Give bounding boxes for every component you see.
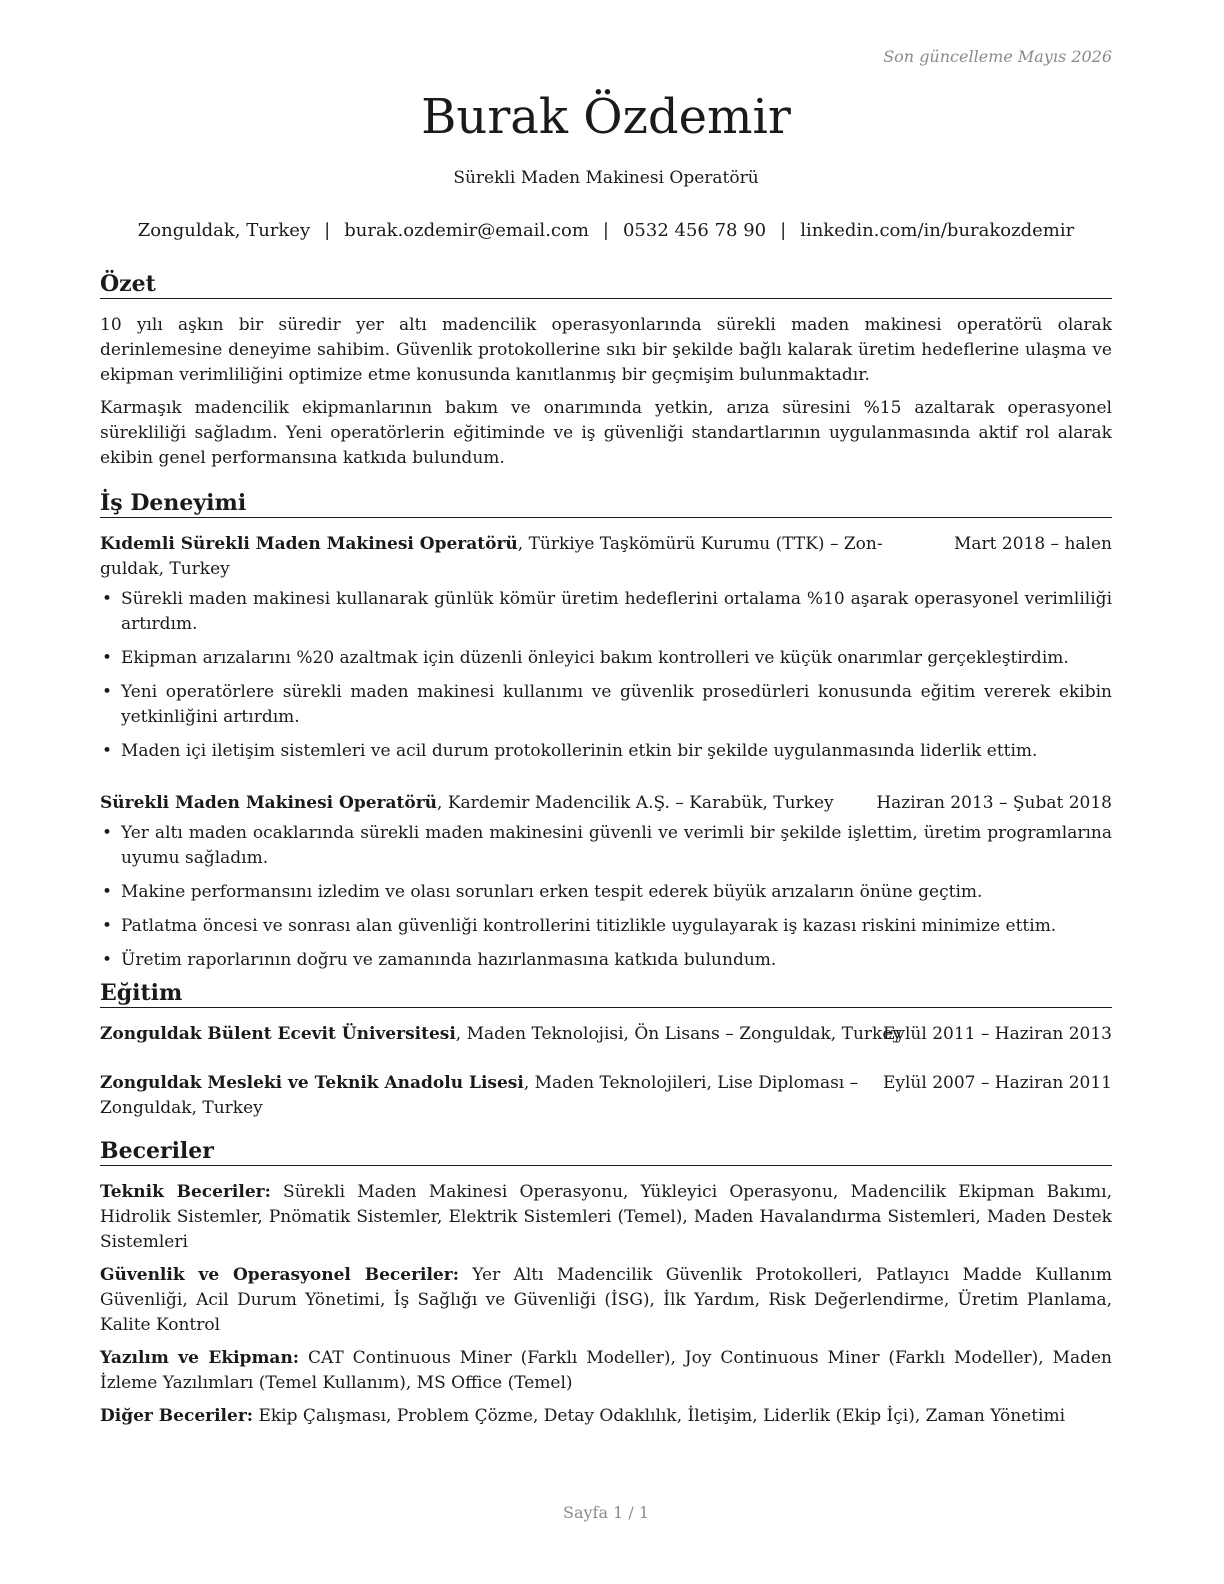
job-header: [100, 532, 1112, 582]
last-updated: Son güncelleme Mayıs 2026: [883, 47, 1112, 66]
skill-label: Diğer Beceriler:: [100, 1406, 254, 1426]
summary-paragraph-1: 10 yılı aşkın bir süredir yer altı madencilik operasyonlarında sürekli maden makinesi operatörü olarak derinlemesine deneyime sahibim. Güvenlik protokollerine sıkı bir şekilde bağlı kalarak üretim hedeflerine ulaşma ve ekipman verimliliğini optimize etme konusunda kanıtlanmış bir geçmişim bulunmaktadır.: [100, 315, 1112, 385]
contact-line: [100, 218, 1112, 243]
skill-text: Sürekli Maden Makinesi Operasyonu, Yükleyici Operasyonu, Madencilik Ekipman Bakımı, Hidrolik Sistemler, Pnömatik Sistemler, Elektrik Sistemleri (Temel), Maden Havalandırma Sistemleri, Maden Destek Sistemleri: [100, 1182, 1112, 1252]
skill-text: Ekip Çalışması, Problem Çözme, Detay Odaklılık, İletişim, Liderlik (Ekip İçi), Zaman Yönetimi: [253, 1406, 1066, 1426]
job-bullets: [100, 587, 1112, 764]
list-item: • Yeni operatörlere sürekli maden makinesi kullanımı ve güvenlik prosedürleri konusunda eğitim vererek ekibin yetkinliğini artırdım.: [100, 680, 1112, 730]
education-detail-cont: Zonguldak, Turkey: [100, 1098, 263, 1118]
skill-group: [100, 1404, 1112, 1429]
job-dates: Mart 2018 – halen: [953, 534, 1112, 554]
contact-phone[interactable]: 0532 456 78 90: [622, 220, 767, 241]
candidate-name: Burak Özdemir: [421, 89, 791, 145]
list-item: • Patlatma öncesi ve sonrası alan güvenliği kontrollerini titizlikle uygulayarak iş kazası riskini minimize ettim.: [100, 914, 1112, 939]
job-organization: , Kardemir Madencilik A.Ş. – Karabük, Turkey: [437, 793, 834, 813]
skill-label: Güvenlik ve Operasyonel Beceriler:: [100, 1265, 459, 1285]
summary-paragraph-2: Karmaşık madencilik ekipmanlarının bakım ve onarımında yetkin, arıza süresini %15 azaltarak operasyonel sürekliliği sağladım. Yeni operatörlerin eğitiminde ve iş güvenliği standartlarının uygulanmasında aktif rol alarak ekibin genel performansına katkıda bulundum.: [100, 398, 1112, 468]
skill-group: [100, 1180, 1112, 1255]
contact-separator: |: [324, 220, 331, 241]
job-position: Sürekli Maden Makinesi Operatörü: [100, 793, 438, 813]
job-organization-cont: guldak, Turkey: [100, 559, 230, 579]
skill-label: Teknik Beceriler:: [100, 1182, 271, 1202]
section-title-experience: İş Deneyimi: [100, 489, 1112, 518]
list-item: • Maden içi iletişim sistemleri ve acil durum protokollerinin etkin bir şekilde uygulanmasında liderlik ettim.: [100, 739, 1112, 764]
job-entry: [100, 791, 1112, 973]
list-item: • Makine performansını izledim ve olası sorunları erken tespit ederek büyük arızaların önüne geçtim.: [100, 880, 1112, 905]
candidate-role: Sürekli Maden Makinesi Operatörü: [453, 168, 759, 188]
education-dates: Eylül 2011 – Haziran 2013: [882, 1024, 1112, 1044]
skill-group: [100, 1263, 1112, 1338]
education-detail: , Maden Teknolojileri, Lise Diploması –: [523, 1073, 859, 1093]
education-school: Zonguldak Mesleki ve Teknik Anadolu Lisesi: [100, 1073, 524, 1093]
job-entry: [100, 532, 1112, 764]
education-entry: [100, 1022, 1112, 1047]
contact-linkedin[interactable]: linkedin.com/in/burakozdemir: [800, 220, 1075, 241]
section-title-summary: Özet: [100, 270, 1112, 299]
job-position: Kıdemli Sürekli Maden Makinesi Operatörü: [100, 534, 518, 554]
list-item: • Yer altı maden ocaklarında sürekli maden makinesini güvenli ve verimli bir şekilde işlettim, üretim programlarına uyumu sağladım.: [100, 821, 1112, 871]
list-item: • Üretim raporlarının doğru ve zamanında hazırlanmasına katkıda bulundum.: [100, 948, 1112, 973]
job-organization: , Türkiye Taşkömürü Kurumu (TTK) – Zon-: [517, 534, 883, 554]
contact-location: Zonguldak, Turkey: [137, 220, 311, 241]
skill-text: Yer Altı Madencilik Güvenlik Protokolleri, Patlayıcı Madde Kullanım Güvenliği, Acil Durum Yönetimi, İş Sağlığı ve Güvenliği (İSG), İlk Yardım, Risk Değerlendirme, Üretim Planlama, Kalite Kontrol: [100, 1265, 1112, 1335]
skills-section: [100, 1137, 1112, 1429]
section-title-education: Eğitim: [100, 979, 1112, 1008]
job-dates: Haziran 2013 – Şubat 2018: [876, 793, 1112, 813]
contact-email[interactable]: burak.ozdemir@email.com: [344, 220, 589, 241]
skill-group: [100, 1346, 1112, 1396]
skill-text: CAT Continuous Miner (Farklı Modeller), Joy Continuous Miner (Farklı Modeller), Maden İzleme Yazılımları (Temel Kullanım), MS Office (Temel): [100, 1348, 1112, 1393]
contact-separator: |: [602, 220, 609, 241]
education-entry: [100, 1071, 1112, 1121]
section-title-skills: Beceriler: [100, 1137, 1112, 1166]
summary-section: [100, 270, 1112, 471]
experience-section: [100, 489, 1112, 973]
job-bullets: [100, 821, 1112, 973]
list-item: • Sürekli maden makinesi kullanarak günlük kömür üretim hedeflerini ortalama %10 aşarak operasyonel verimliliği artırdım.: [100, 587, 1112, 637]
education-dates: Eylül 2007 – Haziran 2011: [882, 1073, 1112, 1093]
education-detail: , Maden Teknolojisi, Ön Lisans – Zonguldak, Turkey: [455, 1024, 902, 1044]
job-header: [100, 791, 1112, 816]
list-item: • Ekipman arızalarını %20 azaltmak için düzenli önleyici bakım kontrolleri ve küçük onarımlar gerçekleştirdim.: [100, 646, 1112, 671]
education-section: [100, 979, 1112, 1121]
contact-separator: |: [780, 220, 787, 241]
education-school: Zonguldak Bülent Ecevit Üniversitesi: [100, 1024, 456, 1044]
skill-label: Yazılım ve Ekipman:: [100, 1348, 300, 1368]
page-number: Sayfa 1 / 1: [562, 1503, 649, 1522]
